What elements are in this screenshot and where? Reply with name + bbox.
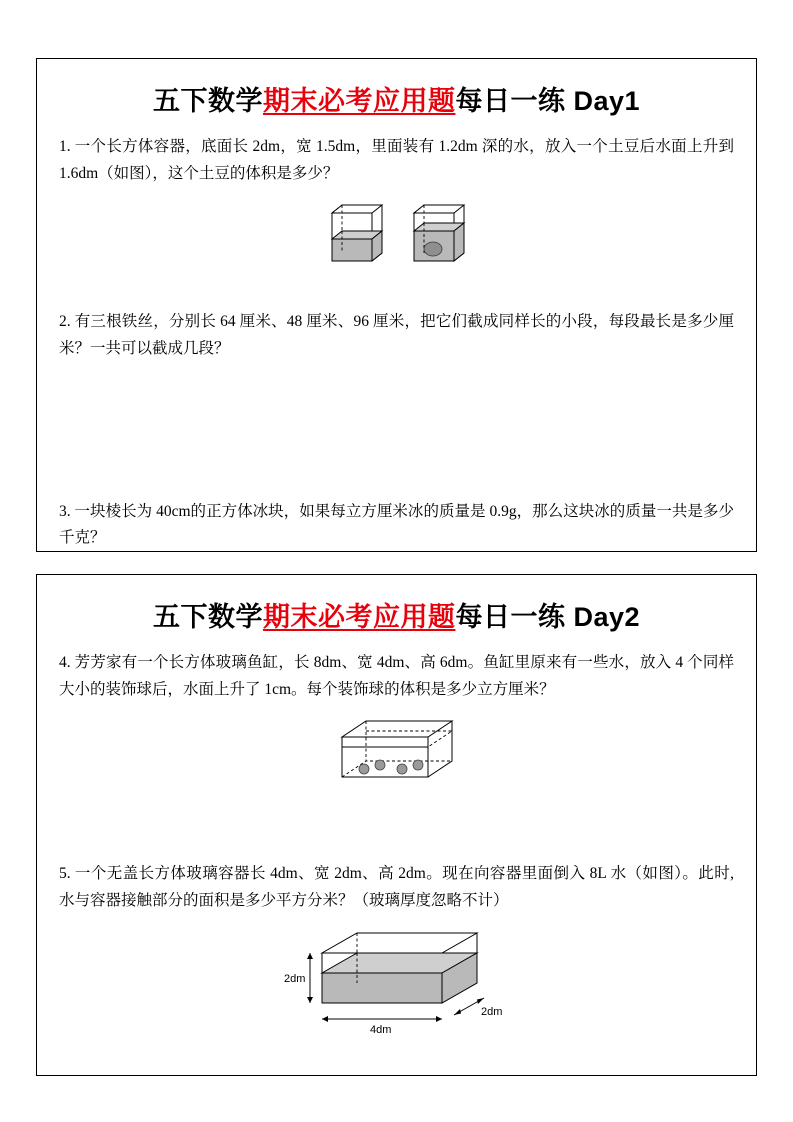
question-4	[59, 650, 734, 703]
open-box-height-label: 2dm	[283, 972, 305, 985]
day2-title-part-1: 五下数学	[152, 602, 263, 632]
day1-title-part-1: 五下数学	[152, 86, 263, 116]
day2-title-part-3: 每日一练 Day2	[455, 602, 641, 632]
day2-title-part-2: 期末必考应用题	[262, 602, 456, 632]
open-box-icon	[282, 927, 512, 1037]
container-before-icon	[320, 199, 392, 277]
question-1-number: 1.	[59, 138, 71, 155]
question-5-text: 一个无盖长方体玻璃容器长 4dm、宽 2dm、高 2dm。现在向容器里面倒入 8L 水（如图）。此时, 水与容器接触部分的面积是多少平方分米？（玻璃厚度忽略不计）	[59, 865, 734, 909]
figure-open-box	[59, 927, 734, 1037]
question-2-text: 有三根铁丝，分别长 64 厘米、48 厘米、96 厘米，把它们截成同样长的小段，每段最长是多少厘米？一共可以截成几段？	[59, 313, 734, 357]
question-2-number: 2.	[59, 313, 71, 331]
open-box-width-label: 4dm	[369, 1023, 391, 1036]
open-box-depth-label: 2dm	[480, 1005, 502, 1018]
answer-space-5	[59, 1043, 734, 1069]
question-1-text: 一个长方体容器，底面长 2dm，宽 1.5dm，里面装有 1.2dm 深的水，放入一个土豆后水面上升到 1.6dm（如图），这个土豆的体积是多少？	[59, 138, 735, 182]
question-1	[59, 134, 734, 187]
fish-tank-icon	[332, 715, 462, 797]
figure-two-containers	[59, 199, 734, 277]
answer-space-4	[59, 803, 734, 861]
answer-space-1	[59, 283, 734, 309]
day1-title-part-3: 每日一练 Day1	[455, 86, 641, 116]
question-4-number: 4.	[59, 654, 71, 671]
question-3-text: 一块棱长为 40cm的正方体冰块，如果每立方厘米冰的质量是 0.9g，那么这块冰的质量一共是多少千克？	[59, 502, 734, 547]
day1-title	[59, 79, 734, 118]
question-3	[59, 499, 734, 552]
day2-title	[59, 595, 734, 634]
day2-card	[36, 574, 757, 1076]
answer-space-2b	[59, 441, 734, 499]
day1-title-part-2: 期末必考应用题	[262, 86, 456, 116]
figure-fish-tank	[59, 715, 734, 797]
question-4-text: 芳芳家有一个长方体玻璃鱼缸，长 8dm、宽 4dm、高 6dm。鱼缸里原来有一些水，放入 4 个同样大小的装饰球后，水面上升了 1cm。每个装饰球的体积是多少立方厘米？	[59, 654, 735, 698]
container-after-icon	[402, 199, 474, 277]
question-5	[59, 861, 734, 914]
question-3-number: 3.	[59, 502, 71, 520]
answer-space-2	[59, 369, 734, 441]
day1-card	[36, 58, 757, 552]
question-2	[59, 309, 734, 362]
question-5-number: 5.	[59, 865, 71, 883]
